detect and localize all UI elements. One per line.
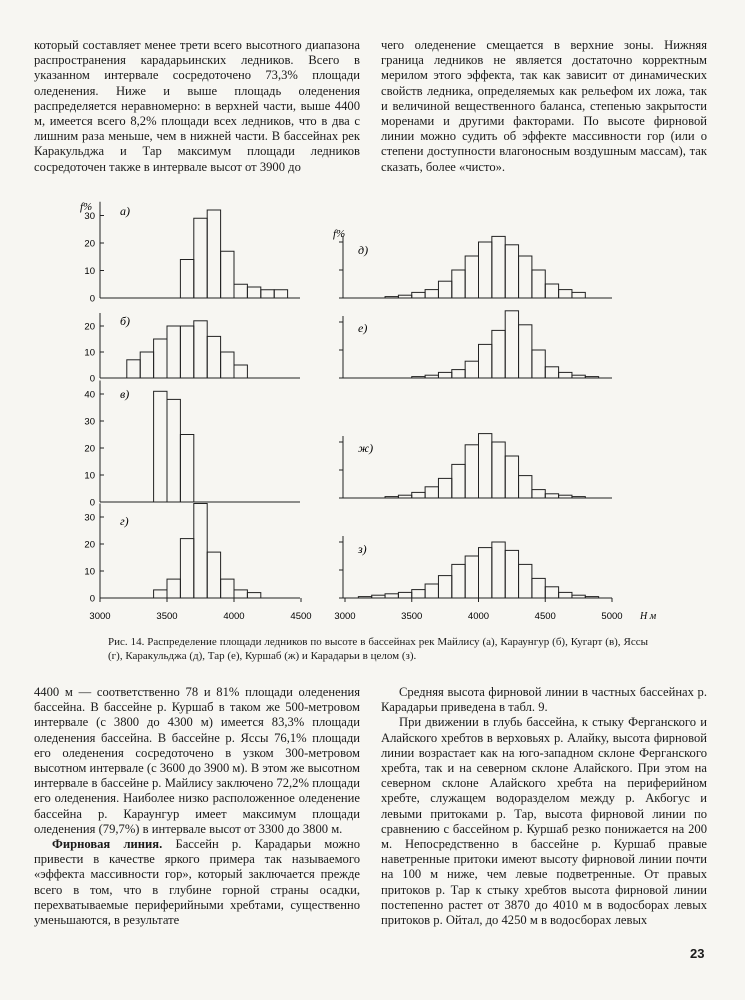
histogram-bar bbox=[479, 434, 492, 498]
paragraph: Средняя высота фирновой линии в частных бассейнах р. Карадарьи приведена в табл. 9. bbox=[381, 685, 707, 715]
histogram-bar bbox=[385, 497, 398, 498]
histogram-bar bbox=[585, 377, 598, 378]
x-axis-unit: Н м bbox=[640, 611, 657, 622]
histogram-bar bbox=[452, 564, 465, 598]
histogram-bar bbox=[358, 597, 371, 598]
y-axis-label: f% bbox=[80, 201, 93, 213]
paragraph: чего оледенение смещается в верхние зоны. Нижняя граница ледников не является достаточно корректным мерилом этого эффекта, так как зависит от динамических свойств ледника, определяемых как рельефом их ложа, так и величиной вещественного баланса, степенью закрытости моренами и другими факторами. По высоте фирновой линии можно судить об эффекте массивности гор (или о степени доступности влагоносным воздушным массам), так сказать, более «чисто». bbox=[381, 38, 707, 174]
x-tick-label: 3000 bbox=[334, 611, 356, 622]
histogram-bar bbox=[519, 256, 532, 298]
histogram-bar bbox=[532, 578, 545, 598]
y-tick-label: 10 bbox=[84, 266, 95, 277]
y-tick-label: 40 bbox=[84, 389, 95, 401]
y-tick-label: 30 bbox=[84, 416, 95, 428]
paragraph: 4400 м — соответственно 78 и 81% площади оледенения бассейна. В бассейне р. Куршаб в таком же 500-метровом интервале (с 3800 до 4300 м) имеется 83,3% площади оледенения бассейна. В бассейне р. Яссы 76,1% площади его оледенения сосредоточено в узком 300-метровом высотном интервале (с 3600 до 3900 м). В этом же высотном интервале в бассейне р. Майлису заключено 72,2% площади его оледенения. Наиболее низко расположенное оледенение бассейна р. Караунгур имеет максимум площади оледенения (79,7%) в интервале высот от 3300 до 3800 м. bbox=[34, 685, 360, 836]
x-tick-label: 4500 bbox=[290, 611, 312, 622]
histogram-bar bbox=[505, 550, 518, 598]
text-column-bottom-right bbox=[381, 685, 707, 928]
y-tick-label: 10 bbox=[84, 566, 95, 578]
histogram-bar bbox=[572, 497, 585, 498]
y-tick-label: 20 bbox=[84, 443, 95, 455]
histogram-bar bbox=[385, 297, 398, 298]
histogram-bar bbox=[154, 391, 167, 502]
histogram-bar bbox=[492, 442, 505, 498]
histogram-bar bbox=[492, 330, 505, 378]
histogram-bar bbox=[221, 251, 234, 298]
panel-label: ж) bbox=[358, 441, 374, 455]
histogram-bar bbox=[425, 487, 438, 498]
histogram-bar bbox=[425, 584, 438, 598]
histogram-bar bbox=[412, 292, 425, 298]
x-tick-label: 4000 bbox=[467, 611, 490, 622]
histogram-bar bbox=[519, 325, 532, 378]
y-tick-label: 0 bbox=[89, 293, 95, 305]
x-tick-label: 3500 bbox=[401, 611, 423, 622]
histogram-bar bbox=[438, 576, 451, 598]
section-heading: Фирновая линия. bbox=[52, 837, 163, 852]
y-tick-label: 20 bbox=[84, 321, 95, 333]
panel-label: е) bbox=[358, 321, 368, 335]
histogram-bar bbox=[221, 579, 234, 598]
histogram-bar bbox=[532, 490, 545, 498]
histogram-bar bbox=[545, 284, 558, 298]
y-tick-label: 10 bbox=[84, 347, 95, 359]
panel-label: г) bbox=[120, 514, 129, 528]
histogram-bar bbox=[207, 552, 220, 598]
page-number: 23 bbox=[690, 946, 705, 961]
histogram-bar bbox=[465, 256, 478, 298]
histogram-bar bbox=[545, 367, 558, 378]
panel-label: б) bbox=[120, 314, 131, 328]
histogram-bar bbox=[274, 290, 287, 298]
histogram-bar bbox=[207, 336, 220, 378]
histogram-bar bbox=[372, 595, 385, 598]
histogram-bar bbox=[452, 270, 465, 298]
x-tick-label: 4500 bbox=[534, 611, 556, 622]
histogram-bar bbox=[154, 590, 167, 598]
histogram-bar bbox=[452, 464, 465, 498]
histogram-bar bbox=[167, 579, 180, 598]
histogram-bar bbox=[438, 478, 451, 498]
histogram-bar bbox=[207, 210, 220, 298]
histogram-bar bbox=[465, 361, 478, 378]
histogram-bar bbox=[234, 590, 247, 598]
histogram-bar bbox=[425, 290, 438, 298]
y-tick-label: 30 bbox=[84, 211, 95, 222]
histogram-bar bbox=[438, 281, 451, 298]
histogram-bar bbox=[221, 352, 234, 378]
histogram-bar bbox=[559, 592, 572, 598]
histogram-bar bbox=[398, 592, 411, 598]
histogram-bar bbox=[505, 245, 518, 298]
histogram-bar bbox=[492, 542, 505, 598]
histogram-bar bbox=[559, 495, 572, 498]
y-tick-label: 30 bbox=[84, 512, 95, 524]
y-tick-label: 20 bbox=[84, 238, 95, 250]
histogram-bar bbox=[479, 242, 492, 298]
histogram-bar bbox=[505, 311, 518, 378]
histogram-bar bbox=[140, 352, 153, 378]
histogram-bar bbox=[479, 344, 492, 378]
histogram-bar bbox=[154, 339, 167, 378]
y-axis-label: f% bbox=[333, 228, 346, 240]
y-tick-label: 10 bbox=[84, 470, 95, 482]
histogram-bar bbox=[532, 350, 545, 378]
y-tick-label: 0 bbox=[89, 373, 95, 385]
histogram-bar bbox=[261, 290, 274, 298]
histogram-bar bbox=[479, 548, 492, 598]
histogram-bar bbox=[505, 456, 518, 498]
histogram-bar bbox=[247, 593, 260, 598]
histogram-bar bbox=[452, 370, 465, 378]
histogram-bar bbox=[545, 494, 558, 498]
paragraph: При движении в глубь бассейна, к стыку Ферганского и Алайского хребтов в верховьях р. Алайку, высота фирновой линии возрастает как на юго-западном склоне Ферганского хребта, так и на северном склоне Алайского. При этом на северном склоне Алайского хребта на периферийном хребте, служащем водоразделом между р. Акбогус и левыми притоками р. Тар, высота фирновой линии по сравнению с бассейном р. Куршаб резко понижается на 200 м. Непосредственно в бассейне р. Куршаб правые наветренные притоки имеют высоту фирновой линии почти на 100 м ниже, чем левые подветренные. От правых притоков р. Тар к стыку хребтов высота фирновой линии постепенно растет от 3870 до 4010 м в водосборах левых притоков р. Ойтал, до 4250 м в водосборах левых bbox=[381, 715, 707, 928]
histogram-bar bbox=[492, 236, 505, 298]
figure-caption: Рис. 14. Распределение площади ледников по высоте в бассейнах рек Майлису (а), Караунгур (б), Кугарт (в), Яссы (г), Каракульджа (д), Тар (е), Куршаб (ж) и Карадарьи в целом (з). bbox=[108, 636, 648, 662]
histogram-bar bbox=[180, 435, 193, 503]
histogram-bar bbox=[194, 504, 207, 599]
panel-label: з) bbox=[358, 542, 367, 556]
histogram-bar bbox=[180, 326, 193, 378]
histogram-bar bbox=[465, 445, 478, 498]
histogram-bar bbox=[127, 360, 140, 378]
histogram-bar bbox=[438, 372, 451, 378]
text-column-bottom-left bbox=[34, 685, 360, 928]
histogram-bar bbox=[234, 284, 247, 298]
histogram-bar bbox=[585, 597, 598, 598]
histogram-bar bbox=[532, 270, 545, 298]
y-tick-label: 20 bbox=[84, 539, 95, 551]
histogram-bar bbox=[385, 594, 398, 598]
x-tick-label: 3000 bbox=[89, 611, 111, 622]
histogram-bar bbox=[465, 556, 478, 598]
histogram-bar bbox=[572, 292, 585, 298]
histogram-bar bbox=[194, 218, 207, 298]
histogram-bar bbox=[545, 587, 558, 598]
panel-label: а) bbox=[120, 204, 130, 218]
histogram-bar bbox=[412, 492, 425, 498]
histogram-bar bbox=[247, 287, 260, 298]
histogram-bar bbox=[559, 372, 572, 378]
histogram-bar bbox=[167, 326, 180, 378]
histogram-bar bbox=[572, 375, 585, 378]
histogram-bar bbox=[194, 321, 207, 378]
histogram-bar bbox=[425, 375, 438, 378]
histogram-bar bbox=[559, 290, 572, 298]
histogram-bar bbox=[519, 564, 532, 598]
histogram-bar bbox=[412, 377, 425, 378]
x-tick-label: 4000 bbox=[223, 611, 245, 622]
histogram-bar bbox=[167, 399, 180, 502]
x-tick-label: 5000 bbox=[601, 611, 623, 622]
histogram-bar bbox=[572, 595, 585, 598]
panel-label: д) bbox=[358, 243, 369, 257]
histogram-bar bbox=[180, 260, 193, 299]
paragraph-text: Бассейн р. Карадарьи можно привести в качестве яркого примера так называемого «эффекта массивности гор», который заключается прежде всего в том, что в глубине горной страны осадки, перехватываемые периферийными хребтами, существенно уменьшаются, в результате bbox=[34, 837, 360, 928]
paragraph: который составляет менее трети всего высотного диапазона распространения карадарьинских ледников. Всего в указанном интервале сосредоточено 73,3% площади оледенения. Ниже и выше площадь оледенения распределяется неравномерно: в верхней части, выше 4400 м, имеется всего 8,2% площади всех ледников, что в два с лишним раза меньше, чем в нижней части. В бассейнах рек Каракульджа и Тар максимум площади ледников сосредоточен также в интервале высот от 3900 до bbox=[34, 38, 360, 174]
y-tick-label: 0 bbox=[89, 497, 95, 509]
y-tick-label: 0 bbox=[89, 593, 95, 605]
histogram-bar bbox=[180, 539, 193, 598]
histogram-bar bbox=[398, 495, 411, 498]
panel-label: в) bbox=[120, 387, 130, 401]
histogram-bar bbox=[398, 295, 411, 298]
histogram-bar bbox=[519, 476, 532, 498]
histogram-bar bbox=[234, 365, 247, 378]
paragraph bbox=[34, 837, 360, 928]
histogram-bar bbox=[412, 590, 425, 598]
x-tick-label: 3500 bbox=[156, 611, 178, 622]
